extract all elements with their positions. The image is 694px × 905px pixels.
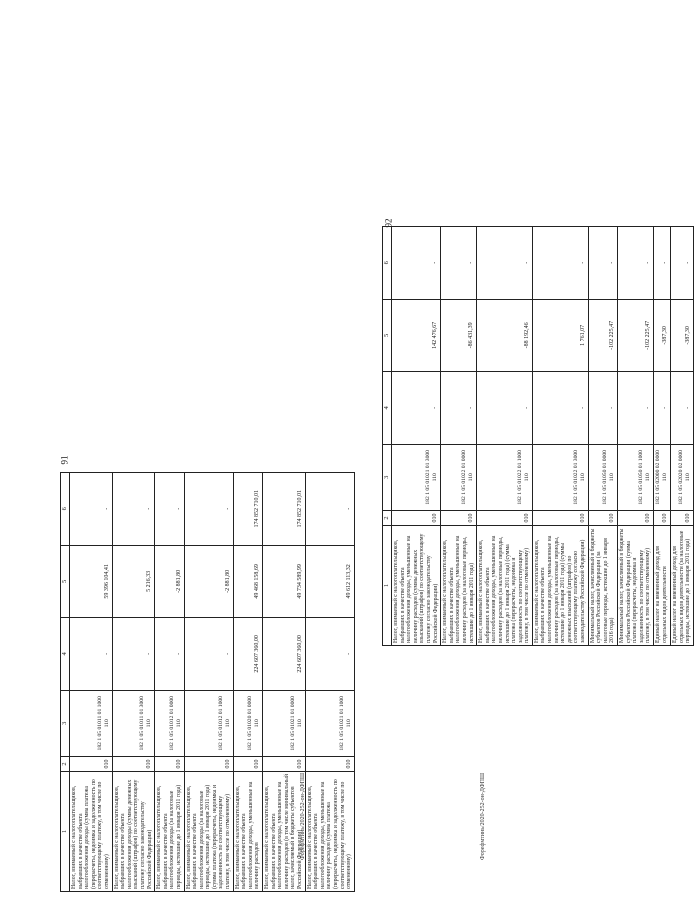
table-row <box>441 227 477 646</box>
executed-amount-cell: -387,30 <box>653 299 670 372</box>
column-header: 4 <box>61 618 70 691</box>
column-header: 1 <box>383 525 392 645</box>
table-row <box>588 227 617 646</box>
executed-amount-cell: -102 225,47 <box>618 299 654 372</box>
row-code-cell: 010 <box>392 510 441 525</box>
unexecuted-amount-cell: - <box>392 227 441 300</box>
budget-class-code-cell: 182 1 05 01020 01 0000 110 <box>233 690 262 756</box>
budget-class-code-cell: 182 1 05 01050 01 1000 110 <box>618 444 654 510</box>
row-code-cell: 010 <box>588 510 617 525</box>
column-header: 5 <box>61 545 70 618</box>
budget-class-code-cell: 182 1 05 01050 01 0000 110 <box>588 444 617 510</box>
approved-amount-cell: 224 607 360,00 <box>263 618 306 691</box>
table-body-left <box>70 473 355 892</box>
column-header: 5 <box>383 299 392 372</box>
row-name-cell: Налог, взимаемый с налогоплательщиков, выбравших в качестве объекта налогообложения доходы, уменьшенные на величину расходов (суммы денежных взысканий (штрафов) по соответствующему платежу согласно законодательству Российской Федерации) <box>392 525 441 645</box>
row-name-cell: Единый налог на вмененный доход для отдельных видов деятельности (за налоговые периоды, истекшие до 1 января 2011 года) <box>670 525 693 645</box>
table-row <box>477 227 533 646</box>
unexecuted-amount-cell: - <box>305 473 354 546</box>
budget-class-code-cell: 182 1 05 01022 01 3000 110 <box>532 444 588 510</box>
row-code-cell: 010 <box>184 756 233 771</box>
table-row <box>670 227 693 646</box>
budget-class-code-cell: 182 1 05 01021 01 0000 110 <box>263 690 306 756</box>
table-page-left <box>60 472 355 892</box>
approved-amount-cell: - <box>618 372 654 445</box>
approved-amount-cell: - <box>305 618 354 691</box>
unexecuted-amount-cell: 174 852 710,01 <box>233 473 262 546</box>
table-row <box>184 473 233 892</box>
budget-class-code-cell: 182 1 05 01011 01 3000 110 <box>112 690 155 756</box>
revenue-table-right <box>382 226 694 646</box>
column-header: 6 <box>383 227 392 300</box>
approved-amount-cell: - <box>70 618 113 691</box>
row-code-cell: 010 <box>233 756 262 771</box>
unexecuted-amount-cell: - <box>112 473 155 546</box>
column-header: 2 <box>383 510 392 525</box>
column-header: 6 <box>61 473 70 546</box>
row-code-cell: 010 <box>112 756 155 771</box>
executed-amount-cell: 49 734 589,99 <box>263 545 306 618</box>
budget-class-code-cell: 182 1 05 01022 01 0000 110 <box>441 444 477 510</box>
unexecuted-amount-cell: - <box>670 227 693 300</box>
table-row <box>112 473 155 892</box>
table-row <box>618 227 654 646</box>
table-row <box>305 473 354 892</box>
row-name-cell: Налог, взимаемый с налогоплательщиков, выбравших в качестве объекта налогообложения доходы, уменьшенные на величину расходов (сумма платежа (перерасчеты, недоимка и задолженность по соответствующему платежу, в том числе по отмененному) <box>305 771 354 891</box>
row-name-cell: Минимальный налог, зачисляемый в бюджеты субъектов Российской Федерации (сумма платежа (перерасчеты, недоимка и задолженность по соответствующему платежу, в том числе по отмененному) <box>618 525 654 645</box>
table-page-right <box>382 226 694 646</box>
unexecuted-amount-cell: - <box>653 227 670 300</box>
row-name-cell: Налог, взимаемый с налогоплательщиков, выбравших в качестве объекта налогообложения доходы, уменьшенные на величину расходов <box>233 771 262 891</box>
footer-right: Форефмтинь/2020-252-он-ДФПШ <box>480 772 486 860</box>
footer-left: Форефмтинь/2020-252-он-ДФПШ <box>300 772 306 860</box>
budget-class-code-cell: 182 1 05 01011 01 1000 110 <box>70 690 113 756</box>
executed-amount-cell: -387,30 <box>670 299 693 372</box>
column-header: 1 <box>61 771 70 891</box>
row-name-cell: Налог, взимаемый с налогоплательщиков, выбравших в качестве объекта налогообложения доходы (за налоговые периоды, истекшие до 1 января 2011 года) <box>155 771 184 891</box>
budget-class-code-cell: 182 1 05 02020 02 0000 110 <box>670 444 693 510</box>
row-code-cell: 010 <box>653 510 670 525</box>
row-code-cell: 010 <box>70 756 113 771</box>
executed-amount-cell: -2 881,80 <box>155 545 184 618</box>
budget-class-code-cell: 182 1 05 01012 01 0000 110 <box>155 690 184 756</box>
budget-class-code-cell: 182 1 05 01012 01 1000 110 <box>184 690 233 756</box>
executed-amount-cell: 5 216,33 <box>112 545 155 618</box>
approved-amount-cell: - <box>184 618 233 691</box>
page-number-right: 92 <box>383 218 394 228</box>
row-name-cell: Налог, взимаемый с налогоплательщиков, выбравших в качестве объекта налогообложения доходы (суммы денежных взысканий (штрафов) по соответствующему платежу согласно законодательству Российской Федерации) <box>112 771 155 891</box>
unexecuted-amount-cell: - <box>184 473 233 546</box>
unexecuted-amount-cell: 174 852 710,01 <box>263 473 306 546</box>
unexecuted-amount-cell: - <box>477 227 533 300</box>
executed-amount-cell: -2 881,80 <box>184 545 233 618</box>
approved-amount-cell: - <box>532 372 588 445</box>
table-body-right <box>392 227 694 646</box>
row-name-cell: Налог, взимаемый с налогоплательщиков, выбравших в качестве объекта налогообложения доходы, уменьшенные на величину расходов (за налоговые периоды, истекшие до 1 января 2011 года) (сумма платежа (перерасчеты, недоимка и задолженность по соответствующему платежу, в том числе по отмененному) <box>477 525 533 645</box>
column-header: 4 <box>383 372 392 445</box>
budget-class-code-cell: 182 1 05 02000 02 0000 110 <box>653 444 670 510</box>
budget-class-code-cell: 182 1 05 01021 01 1000 110 <box>305 690 354 756</box>
unexecuted-amount-cell: - <box>618 227 654 300</box>
unexecuted-amount-cell: - <box>588 227 617 300</box>
table-row <box>263 473 306 892</box>
row-name-cell: Налог, взимаемый с налогоплательщиков, выбравших в качестве объекта налогообложения доходы (за налоговые периоды, истекшие до 1 января 2011 года) (сумма платежа (перерасчеты, недоимка и задолженность по соответствующему платежу, в том числе по отмененному) <box>184 771 233 891</box>
executed-amount-cell: 49 612 113,32 <box>305 545 354 618</box>
page-number-left: 91 <box>59 455 70 465</box>
approved-amount-cell: - <box>392 372 441 445</box>
row-name-cell: Минимальный налог, зачисляемый в бюджеты субъектов Российской Федерации (за налоговые периоды, истекшие до 1 января 2016 года) <box>588 525 617 645</box>
column-number-row <box>383 227 392 646</box>
budget-class-code-cell: 182 1 05 01022 01 1000 110 <box>477 444 533 510</box>
column-header: 2 <box>61 756 70 771</box>
row-name-cell: Налог, взимаемый с налогоплательщиков, выбравших в качестве объекта налогообложения доходы, уменьшенные на величину расходов (за налоговые периоды, истекшие до 1 января 2011 года) <box>441 525 477 645</box>
approved-amount-cell: 224 607 360,00 <box>233 618 262 691</box>
row-code-cell: 010 <box>305 756 354 771</box>
row-name-cell: Налог, взимаемый с налогоплательщиков, выбравших в качестве объекта налогообложения доходы, уменьшенные на величину расходов (за налоговые периоды, истекшие до 1 января 2011 года) (суммы денежных взысканий (штрафов) по соответствующему платежу согласно законодательству Российской Федерации) <box>532 525 588 645</box>
column-number-row <box>61 473 70 892</box>
unexecuted-amount-cell: - <box>155 473 184 546</box>
unexecuted-amount-cell: - <box>70 473 113 546</box>
row-code-cell: 010 <box>670 510 693 525</box>
table-row <box>70 473 113 892</box>
executed-amount-cell: -102 225,47 <box>588 299 617 372</box>
table-row <box>653 227 670 646</box>
table-row <box>155 473 184 892</box>
revenue-table-left <box>60 472 355 892</box>
row-code-cell: 010 <box>155 756 184 771</box>
approved-amount-cell: - <box>653 372 670 445</box>
approved-amount-cell: - <box>155 618 184 691</box>
executed-amount-cell: 1 761,07 <box>532 299 588 372</box>
row-code-cell: 010 <box>441 510 477 525</box>
executed-amount-cell: 142 476,67 <box>392 299 441 372</box>
table-row <box>392 227 441 646</box>
table-row <box>532 227 588 646</box>
approved-amount-cell: - <box>112 618 155 691</box>
unexecuted-amount-cell: - <box>532 227 588 300</box>
approved-amount-cell: - <box>477 372 533 445</box>
table-row <box>233 473 262 892</box>
executed-amount-cell: -86 431,39 <box>441 299 477 372</box>
row-code-cell: 010 <box>532 510 588 525</box>
column-header: 3 <box>383 444 392 510</box>
executed-amount-cell: -88 192,46 <box>477 299 533 372</box>
unexecuted-amount-cell: - <box>441 227 477 300</box>
approved-amount-cell: - <box>588 372 617 445</box>
row-code-cell: 010 <box>477 510 533 525</box>
row-code-cell: 010 <box>618 510 654 525</box>
approved-amount-cell: - <box>441 372 477 445</box>
row-name-cell: Единый налог на вмененный доход для отдельных видов деятельности <box>653 525 670 645</box>
row-name-cell: Налог, взимаемый с налогоплательщиков, выбравших в качестве объекта налогообложения доходы (сумма платежа (перерасчеты, недоимка и задолженность по соответствующему платежу, в том числе по отмененному) <box>70 771 113 891</box>
approved-amount-cell: - <box>670 372 693 445</box>
column-header: 3 <box>61 690 70 756</box>
row-code-cell: 010 <box>263 756 306 771</box>
budget-class-code-cell: 182 1 05 01021 01 3000 110 <box>392 444 441 510</box>
row-name-cell: Налог, взимаемый с налогоплательщиков, выбравших в качестве объекта налогообложения доходы, уменьшенные на величину расходов (в том числе минимальный налог, зачисляемый в бюджеты субъектов Российской Федерации) <box>263 771 306 891</box>
executed-amount-cell: 49 468 158,69 <box>233 545 262 618</box>
executed-amount-cell: 59 396 104,41 <box>70 545 113 618</box>
